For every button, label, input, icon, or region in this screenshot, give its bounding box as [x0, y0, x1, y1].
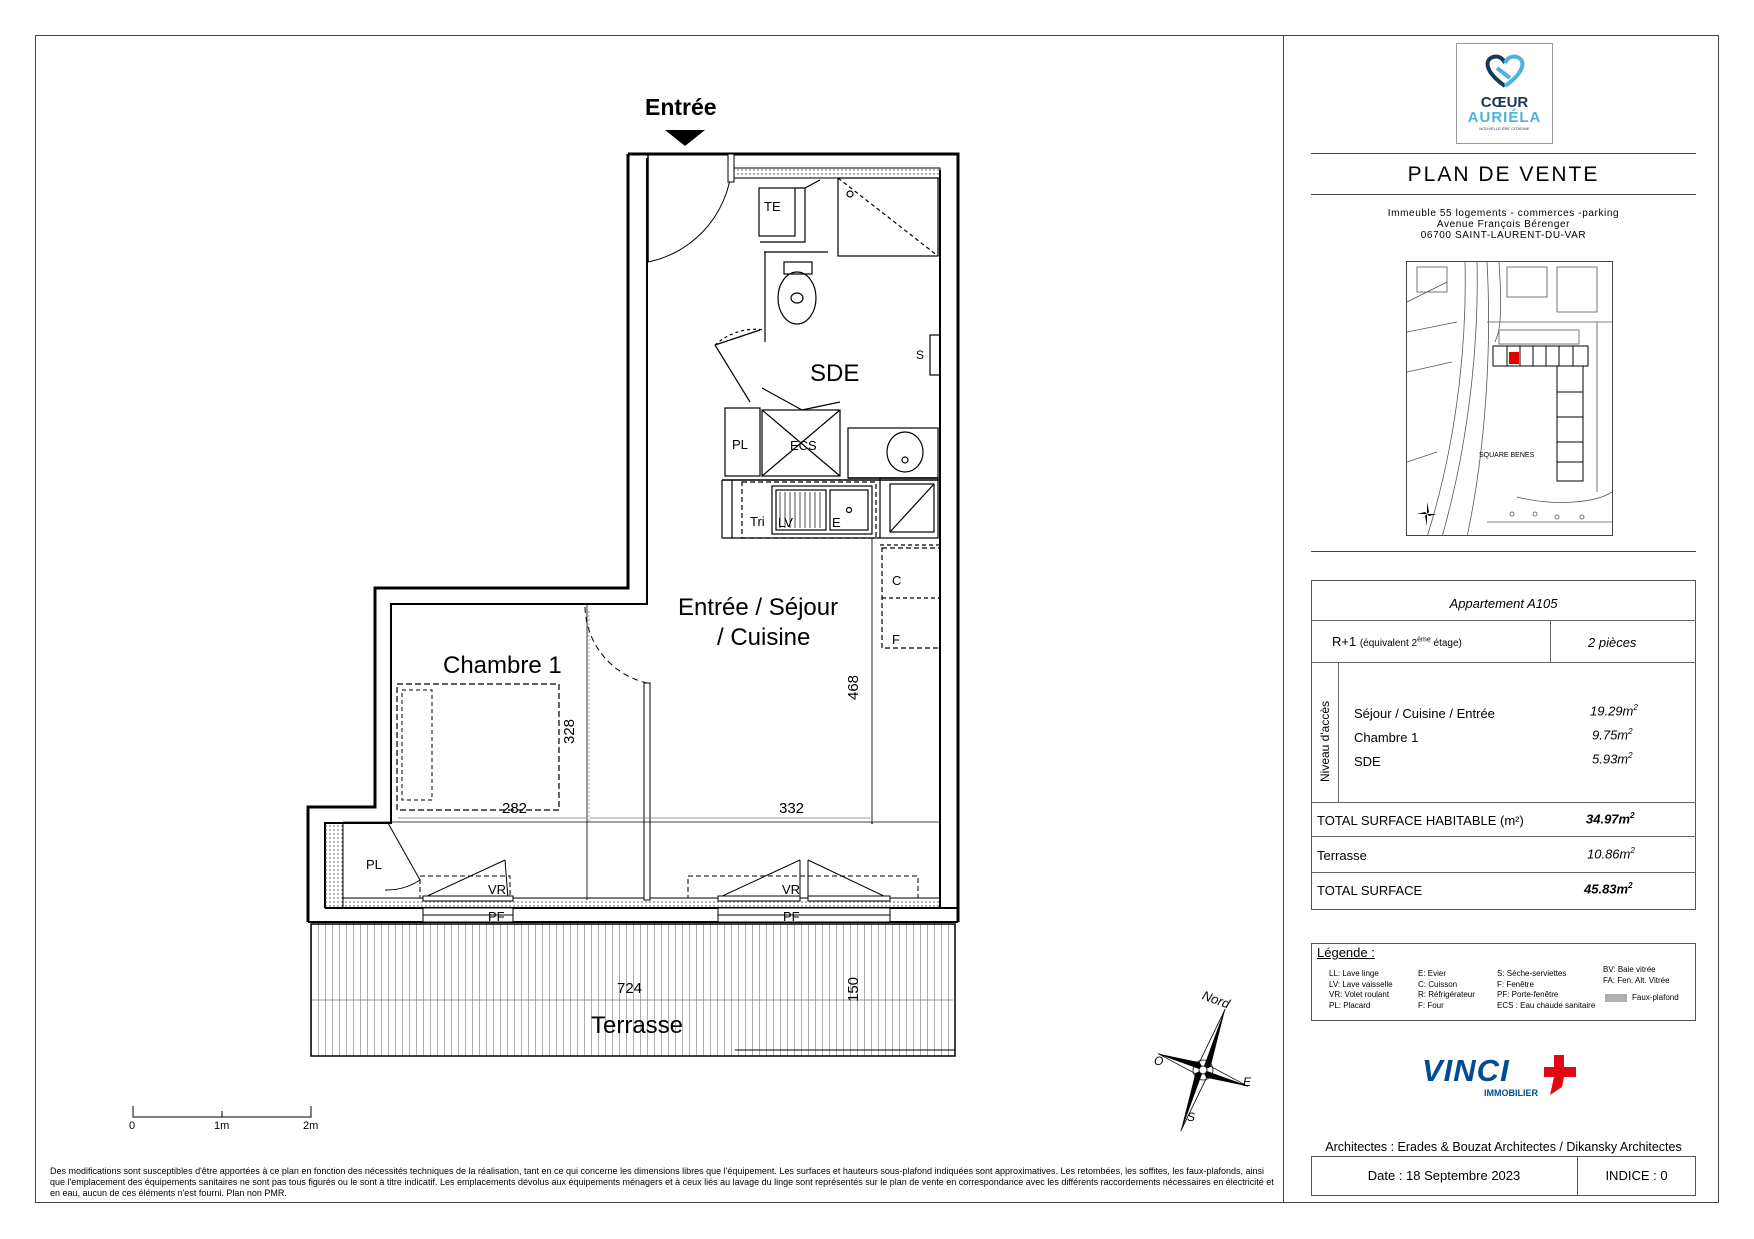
entry-arrow-icon: [665, 130, 705, 146]
surfaces-table: [1311, 580, 1696, 910]
room-label-sde: SDE: [810, 360, 860, 387]
legend-item: S: Sèche-serviettes: [1497, 969, 1567, 978]
dimension-468: 468: [845, 674, 862, 700]
map-compass-icon: [1417, 502, 1437, 526]
entry-door: [648, 154, 734, 262]
room-label-sejour-2: / Cuisine: [717, 624, 811, 651]
logo-line2: AURIÉLA: [1467, 109, 1542, 126]
legend-item: ECS : Eau chaude sanitaire: [1497, 1000, 1596, 1010]
compass-east: E: [1243, 1075, 1252, 1089]
indice: INDICE : 0: [1605, 1168, 1668, 1183]
legend-item: E: Evier: [1418, 969, 1447, 978]
sup: 2: [1628, 727, 1633, 736]
fixture-s: S: [916, 348, 925, 362]
total-habitable-label: TOTAL SURFACE HABITABLE (m²): [1317, 813, 1524, 828]
disclaimer-note: Des modifications sont susceptibles d'être apportées à ce plan en fonction des nécessités techniques de la réalisation, tant en ce qui concerne les dimensions libres que l'équipement. Les surfaces et hauteurs sous-plafond indiquées sont approximatives. Les retombées, les soffites, les faux-plafonds, ainsi que l'emplacement des équipements sanitaires ne sont pas tous figurés ou le sont à titre indicatif. Les emplacements dévolus aux équipements ménagers et à ceux liés au lavage du linge sont représentés sur le plan de vente en correspondance avec les différents raccordements nécessaires en électricité et en eau, aucun de ces éléments n'est fourni. Plan non PMR.: [50, 1166, 1274, 1198]
architects: Architectes : Erades & Bouzat Architectes / Dikansky Architectes: [1325, 1140, 1682, 1154]
legend-col2: [1418, 969, 1475, 1011]
vinci-sub: IMMOBILIER: [1484, 1088, 1538, 1098]
address-line2: Avenue François Bérenger: [1436, 219, 1571, 230]
vinci-cross-icon: [1540, 1053, 1580, 1097]
date: Date : 18 Septembre 2023: [1367, 1168, 1521, 1183]
logo-tagline: NOUVELLE ÈRE CITADINE: [1479, 126, 1530, 131]
legend-item: LV: Lave vaisselle: [1329, 979, 1393, 989]
level-note-a: (équivalent 2: [1359, 638, 1418, 649]
terrasse-label: Terrasse: [1317, 848, 1367, 863]
surface-name-2: Chambre 1: [1354, 730, 1419, 745]
compass-west: O: [1154, 1054, 1164, 1068]
location-map: [1406, 261, 1613, 536]
rule: [1311, 802, 1696, 803]
map-label: SQUARE BENES: [1479, 452, 1535, 459]
total-habitable-value-text: 34.97m: [1586, 811, 1631, 827]
dimension-328: 328: [561, 718, 578, 744]
logo-line1: CŒUR: [1480, 94, 1529, 111]
legend-item: F: Four: [1418, 1000, 1444, 1010]
level-note-sup: ème: [1417, 636, 1431, 644]
surface-name-3: SDE: [1354, 754, 1381, 769]
rule: [1311, 872, 1696, 873]
room-label-chambre: Chambre 1: [443, 652, 562, 679]
legend-item: FA: Fen. Alt. Vitrée: [1603, 975, 1670, 985]
entry-label: Entrée: [645, 94, 717, 120]
rule: [1311, 662, 1696, 663]
sup: 2: [1628, 881, 1633, 890]
compass-rose-icon: [1136, 993, 1271, 1148]
heart-logo-icon: [1480, 52, 1530, 90]
fixture-pl-top: PL: [732, 437, 748, 452]
sde-fixtures: [715, 178, 940, 478]
legend-col3: [1497, 969, 1595, 1011]
sup: 2: [1630, 811, 1635, 820]
faux-plafond-swatch: [1605, 994, 1627, 1002]
dimension-332: 332: [779, 800, 805, 817]
dimension-150: 150: [845, 976, 862, 1002]
rule: [1311, 153, 1696, 154]
sup: 2: [1628, 751, 1633, 760]
surface-value-3: [1592, 751, 1633, 766]
vinci-logo: [1420, 1053, 1600, 1098]
apartment-marker: [1509, 352, 1519, 364]
surface-value-3-text: 5.93m: [1592, 751, 1629, 767]
rule: [1311, 551, 1696, 552]
legend-item: BV: Baie vitrée: [1603, 965, 1656, 974]
compass-north: Nord: [1200, 987, 1232, 1012]
fixture-e: E: [832, 515, 841, 530]
surface-value-2-text: 9.75m: [1592, 727, 1629, 743]
legend-item: LL: Lave linge: [1329, 969, 1379, 978]
room-label-terrasse: Terrasse: [591, 1012, 684, 1039]
rule: [1311, 194, 1696, 195]
legend-col4: [1603, 965, 1670, 986]
address: [1311, 208, 1696, 241]
address-line1: Immeuble 55 logements - commerces -parking: [1387, 208, 1620, 219]
surface-value-2: [1592, 727, 1633, 742]
fixture-lv: LV: [778, 515, 793, 530]
client-logo: [1456, 43, 1553, 144]
surface-name-1: Séjour / Cuisine / Entrée: [1354, 706, 1495, 721]
surface-value-1: [1590, 703, 1638, 718]
rule: [1338, 662, 1339, 802]
compass-south: S: [1187, 1110, 1196, 1124]
doc-title: PLAN DE VENTE: [1407, 163, 1600, 186]
fixture-ecs: ECS: [790, 438, 817, 453]
level-label: [1332, 634, 1462, 649]
terrasse-value: [1587, 846, 1635, 861]
sup: 2: [1633, 703, 1638, 712]
chambre-fixtures: [397, 604, 650, 900]
insulation-strip: [732, 168, 940, 178]
fixture-pf-left: PF: [488, 909, 505, 924]
scale-bar: [133, 1106, 311, 1117]
legend-item: PL: Placard: [1329, 1000, 1371, 1010]
fixture-tri: Tri: [750, 514, 765, 529]
location-map-drawing: [1407, 262, 1613, 536]
insulation-strip: [325, 823, 343, 908]
total-habitable-value: [1586, 811, 1635, 826]
fixture-te: TE: [764, 199, 781, 214]
rule: [1311, 836, 1696, 837]
rule: [1311, 620, 1696, 621]
fixture-pf-right: PF: [783, 909, 800, 924]
legend-title: Légende :: [1317, 945, 1375, 960]
room-label-sejour-1: Entrée / Séjour: [678, 594, 839, 621]
surface-value-1-text: 19.29m: [1590, 703, 1634, 719]
total-value: [1584, 881, 1633, 896]
address-line3: 06700 SAINT-LAURENT-DU-VAR: [1420, 230, 1587, 241]
vinci-wordmark: VINCI: [1422, 1053, 1510, 1088]
legend-item: F: Fenêtre: [1497, 979, 1534, 989]
dimension-724: 724: [617, 980, 643, 997]
dimension-282: 282: [502, 800, 528, 817]
level-note-b: étage): [1430, 638, 1462, 649]
level-main: R+1: [1332, 634, 1357, 649]
legend-item: C: Cuisson: [1418, 979, 1458, 989]
fixture-f: F: [892, 632, 900, 647]
apartment-name: Appartement A105: [1449, 596, 1558, 611]
fixture-vr-left: VR: [488, 882, 507, 897]
vertical-label: Niveau d'accès: [1318, 701, 1332, 782]
legend-item: PF: Porte-fenêtre: [1497, 990, 1559, 999]
terrasse-value-text: 10.86m: [1587, 846, 1631, 862]
rule: [1550, 620, 1551, 662]
fixture-c: C: [892, 573, 902, 588]
scale-2m: 2m: [303, 1120, 319, 1132]
rooms-count: 2 pièces: [1588, 635, 1637, 650]
sidebar-divider: [1283, 35, 1284, 1203]
fixture-vr-right: VR: [782, 882, 801, 897]
scale-0: 0: [129, 1120, 136, 1132]
faux-plafond-label: Faux-plafond: [1632, 993, 1679, 1002]
total-value-text: 45.83m: [1584, 881, 1629, 897]
legend-item: R: Réfrigérateur: [1418, 990, 1475, 999]
sup: 2: [1630, 846, 1635, 855]
total-label: TOTAL SURFACE: [1317, 883, 1423, 898]
legend-col1: [1329, 969, 1393, 1011]
legend-item: VR: Volet roulant: [1329, 990, 1390, 999]
scale-1m: 1m: [214, 1120, 230, 1132]
fixture-pl-bottom: PL: [366, 857, 382, 872]
